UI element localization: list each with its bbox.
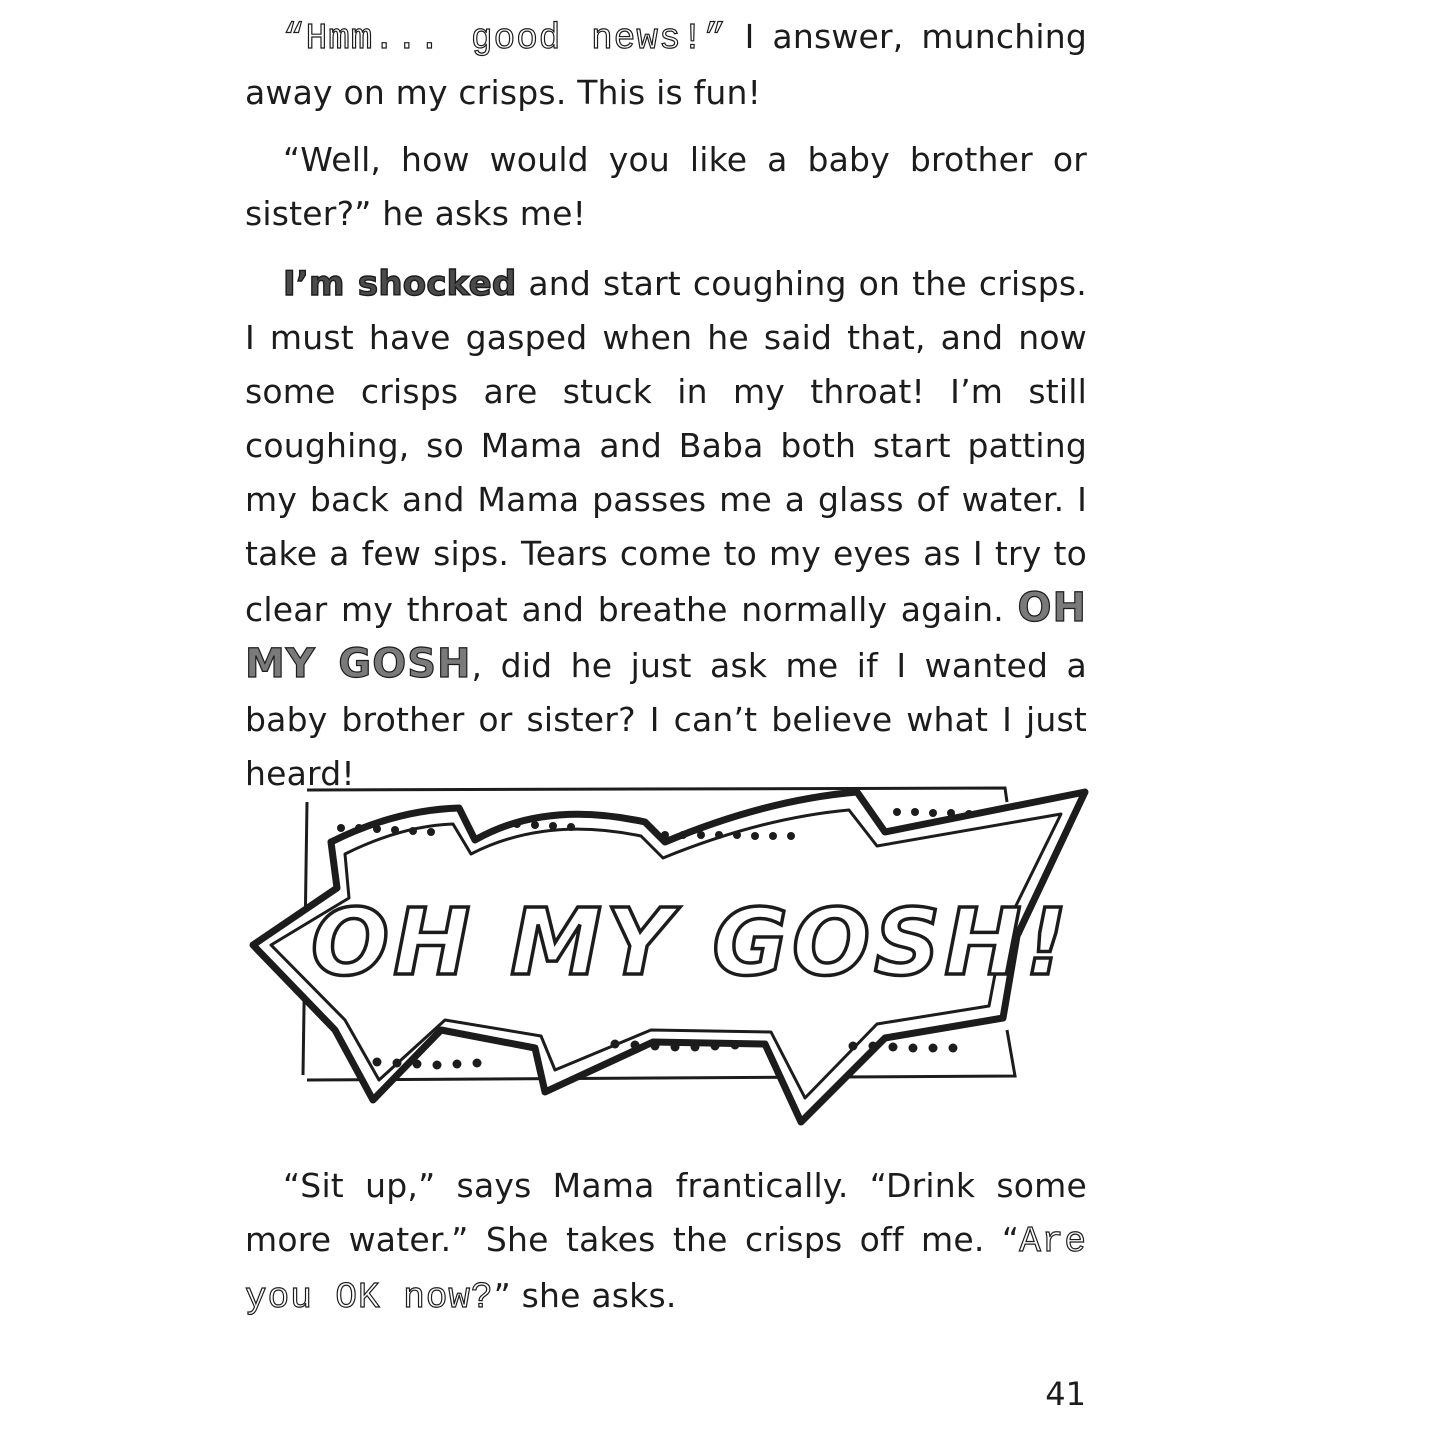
styled-im-shocked: I’m shocked (283, 264, 517, 304)
paragraph-4-text-a: “Sit up,” says Mama frantically. “Drink some more water.” She takes the crisps off me. “ (245, 1166, 1087, 1259)
styled-are-you-ok: Are you OK now? (245, 1221, 1087, 1318)
styled-oh-my-gosh-inline: OH MY GOSH (245, 585, 1087, 687)
paragraph-1-text: I answer, munching away on my crisps. This is fun! (245, 17, 1087, 112)
styled-quote-good-news: “Hmm... good news!” (283, 18, 727, 59)
oh-my-gosh-burst-illustration (245, 780, 1095, 1130)
paragraph-3 (245, 257, 1087, 801)
paragraph-1 (245, 10, 1087, 120)
paragraph-4-text-b: ” she asks. (493, 1276, 677, 1315)
page-number: 41 (1045, 1375, 1086, 1413)
paragraph-2: “Well, how would you like a baby brother or sister?” he asks me! (245, 140, 1087, 233)
paragraph-3-text-b: , did he just ask me if I wanted a baby brother or sister? I can’t believe what I just heard! (245, 646, 1087, 793)
burst-text: OH MY GOSH! (311, 889, 1072, 996)
paragraph-4 (245, 1159, 1087, 1325)
paragraph-3-text-a: and start coughing on the crisps. I must have gasped when he said that, and now some crisps are stuck in my throat! I’m still coughing, so Mama and Baba both start patting my back and Mama passes me a glass of water. I take a few sips. Tears come to my eyes as I try to clear my throat and breathe normally again. (245, 264, 1087, 629)
